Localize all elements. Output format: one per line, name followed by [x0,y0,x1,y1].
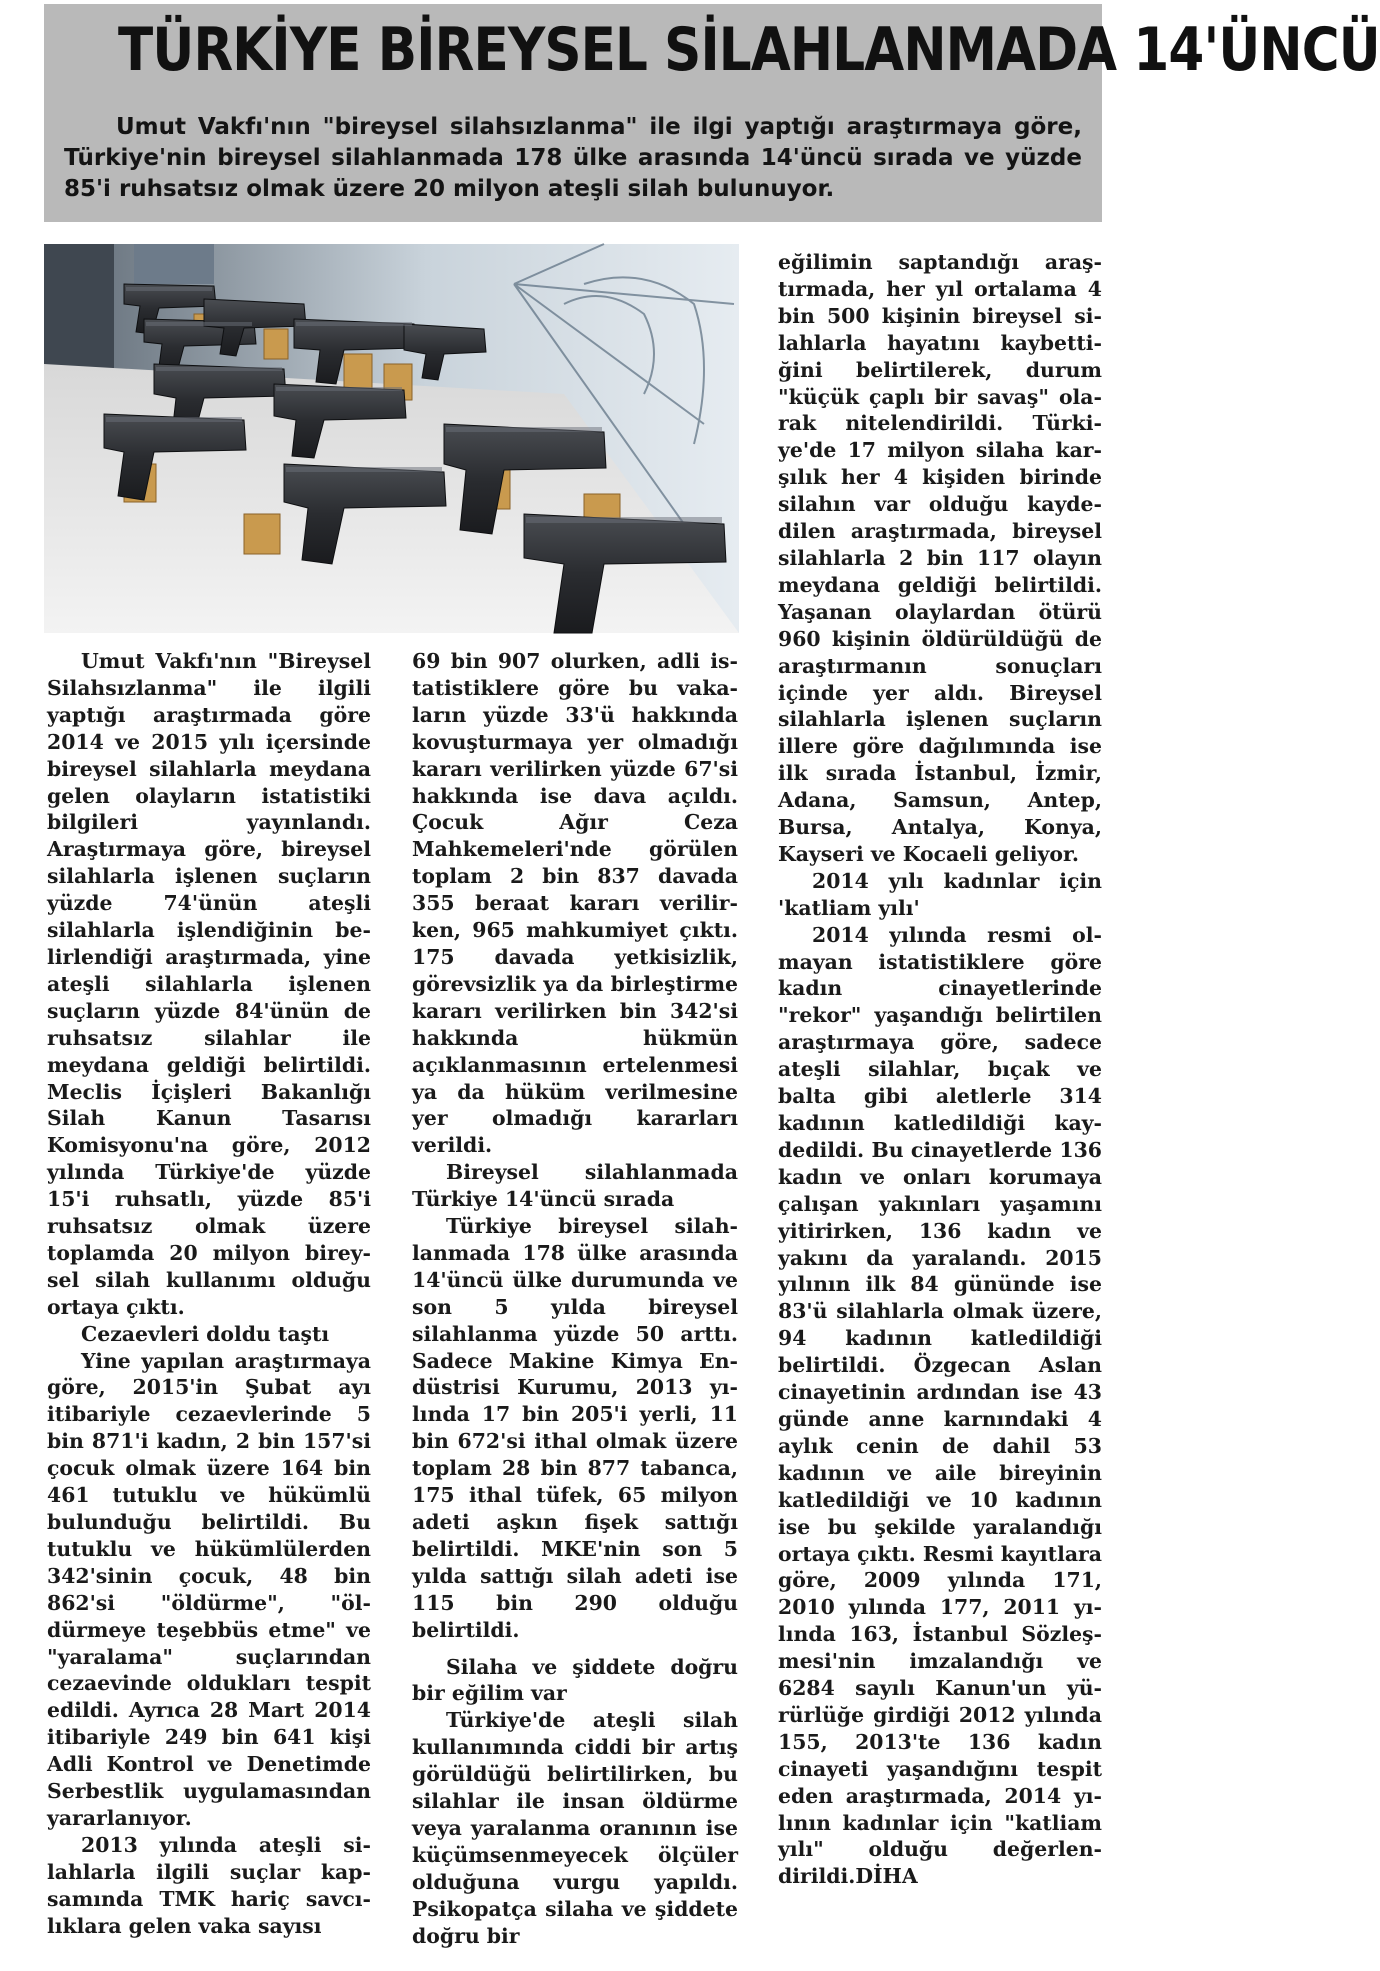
headline: TÜRKİYE BİREYSEL SİLAHLANMADA 14'ÜNCÜ [118,15,1380,85]
body-paragraph: Türkiye bireysel silahlanmada 178 ülke arasında 14'üncü ülke durumunda ve son 5 yılda bireysel silahlanma yüzde 50 arttı. Sadece Makine Kimya Endüstrisi Kurumu, 2013 yılında 17 bin 205'i yerli, 11 bin 672'si ithal olmak üzere toplam 28 bin 877 tabanca, 175 ithal tüfek, 65 milyon adeti aşkın fişek sattığı belirtildi. MKE'nin son 5 yılda sattığı silah adeti ise 115 bin 290 olduğu belirtildi. [412,1214,738,1642]
article-column-2 [412,648,738,1950]
headline-box [44,4,1380,222]
body-paragraph: Yine yapılan araştırmaya göre, 2015'in Şubat ayı itibariyle cezaevlerinde 5 bin 871'i kadın, 2 bin 157'si çocuk olmak üzere 164 bin 461 tutuklu ve hükümlü bulunduğu belirtildi. Bu tutuklu ve hükümlülerden 342'sinin çocuk, 48 bin 862'si "öldürme", "öldürmeye teşebbüs etme" ve "yaralama" suçlarından cezaevinde oldukları tespit edildi. Ayrıca 28 Mart 2014 itibariyle 249 bin 641 kişi Adli Kontrol ve Denetimde Serbestlik uygulamasından yararlanıyor. [47,1348,371,1830]
body-paragraph: 2014 yılında resmi olmayan istatistiklere göre kadın cinayetlerinde "rekor" yaşandığı belirtilen araştırmaya göre, sadece ateşli silahlar, bıçak ve balta gibi aletlerle 314 kadının katledildiği kaydedildi. Bu cinayetlerde 136 kadın ve onları korumaya çalışan yakınları yaşamını yitirirken, 136 kadın ve yakını da yaralandı. 2015 yılının ilk 84 gününde ise 83'ü silahlarla olmak üzere, 94 kadının katledildiği belirtildi. Özgecan Aslan cinayetinin ardından ise 43 günde anne karnındaki 4 aylık cenin de dahil 53 kadının ve aile bireyinin katledildiği ve 10 kadının ise bu şekilde yaralandığı ortaya çıktı. Resmi kayıtlara göre, 2009 yılında 171, 2010 yılında 177, 2011 yılında 163, İstanbul Sözleşmesi'nin imzalandığı ve 6284 sayılı Kanun'un yürürlüğe girdiği 2012 yılında 155, 2013'te 136 kadın cinayeti yaşandığını tespit eden araştırmada, 2014 yılının kadınlar için "katliam yılı" olduğu değerlendirildi.DİHA [778,922,1102,1889]
article-column-3 [778,249,1102,1890]
article-column-1 [47,648,371,1940]
lead-paragraph: Umut Vakfı'nın "bireysel silahsızlanma" ile ilgi yaptığı araştırmaya göre, Türkiye'nin bireysel silahlanmada 178 ülke arasında 14'üncü sırada ve yüzde 85'i ruhsatsız olmak üzere 20 milyon ateşli silah bulunuyor. [64,114,1082,202]
subheading: Silaha ve şiddete doğru bir eğilim var [412,1654,738,1706]
subheading: 2014 yılı kadınlar için 'katliam yılı' [778,868,1102,920]
body-paragraph: 69 bin 907 olurken, adli istatistiklere göre bu vakaların yüzde 33'ü hakkında kovuşturmaya yer olmadığı kararı verilirken yüzde 67'si hakkında ise dava açıldı. Çocuk Ağır Ceza Mahkemeleri'nde görülen toplam 2 bin 837 davada 355 beraat kararı verilirken, 965 mahkumiyet çıktı. 175 davada yetkisizlik, görevsizlik ya da birleştirme kararı verilirken bin 342'si hakkında hükmün açıklanmasının ertelenmesi ya da hüküm verilmesine yer olmadığı kararları verildi. [412,649,738,1158]
body-paragraph: eğilimin saptandığı araştırmada, her yıl ortalama 4 bin 500 kişinin bireysel silahlarla hayatını kaybettiğini belirtilerek, durum "küçük çaplı bir savaş" olarak nitelendirildi. Türkiye'de 17 milyon silaha karşılık her 4 kişiden birinde silahın var olduğu kaydedilen araştırmada, bireysel silahlarla 2 bin 117 olayın meydana geldiği belirtildi. Yaşanan olaylardan ötürü 960 kişinin öldürüldüğü de araştırmanın sonuçları içinde yer aldı. Bireysel silahlarla işlenen suçların illere göre dağılımında ise ilk sırada İstanbul, İzmir, Adana, Samsun, Antep, Bursa, Antalya, Konya, Kayseri ve Kocaeli geliyor. [778,250,1102,866]
subheading: Cezaevleri doldu taştı [81,1321,330,1346]
body-paragraph: Türkiye'de ateşli silah kullanımında ciddi bir artış görüldüğü belirtilirken, bu silahlar ile insan öldürme veya yaralanma oranının ise küçümsenmeyecek ölçüler olduğuna vurgu yapıldı. Psikopatça silaha ve şiddete doğru bir [412,1708,738,1948]
pistols-on-display-photo [44,244,739,633]
body-paragraph: 2013 yılında ateşli silahlarla ilgili suçlar kapsamında TMK hariç savcılıklara gelen vaka sayısı [47,1832,371,1938]
body-paragraph: Umut Vakfı'nın "Bireysel Silahsızlanma" ile ilgili yaptığı araştırmada göre 2014 ve 2015 yılı içersinde bireysel silahlarla meydana gelen olayların istatistiki bilgileri yayınlandı. Araştırmaya göre, bireysel silahlarla işlenen suçların yüzde 74'ünün ateşli silahlarla işlendiğinin belirlendiği araştırmada, yine ateşli silahlarla işlenen suçların yüzde 84'ünün de ruhsatsız silahlar ile meydana geldiği belirtildi. Meclis İçişleri Bakanlığı Silah Kanun Tasarısı Komisyonu'na göre, 2012 yılında Türkiye'de yüzde 15'i ruhsatlı, yüzde 85'i ruhsatsız olmak üzere toplamda 20 milyon bireysel silah kullanımı olduğu ortaya çıktı. [47,649,371,1319]
subheading: Bireysel silahlanmada Türkiye 14'üncü sırada [412,1160,738,1212]
